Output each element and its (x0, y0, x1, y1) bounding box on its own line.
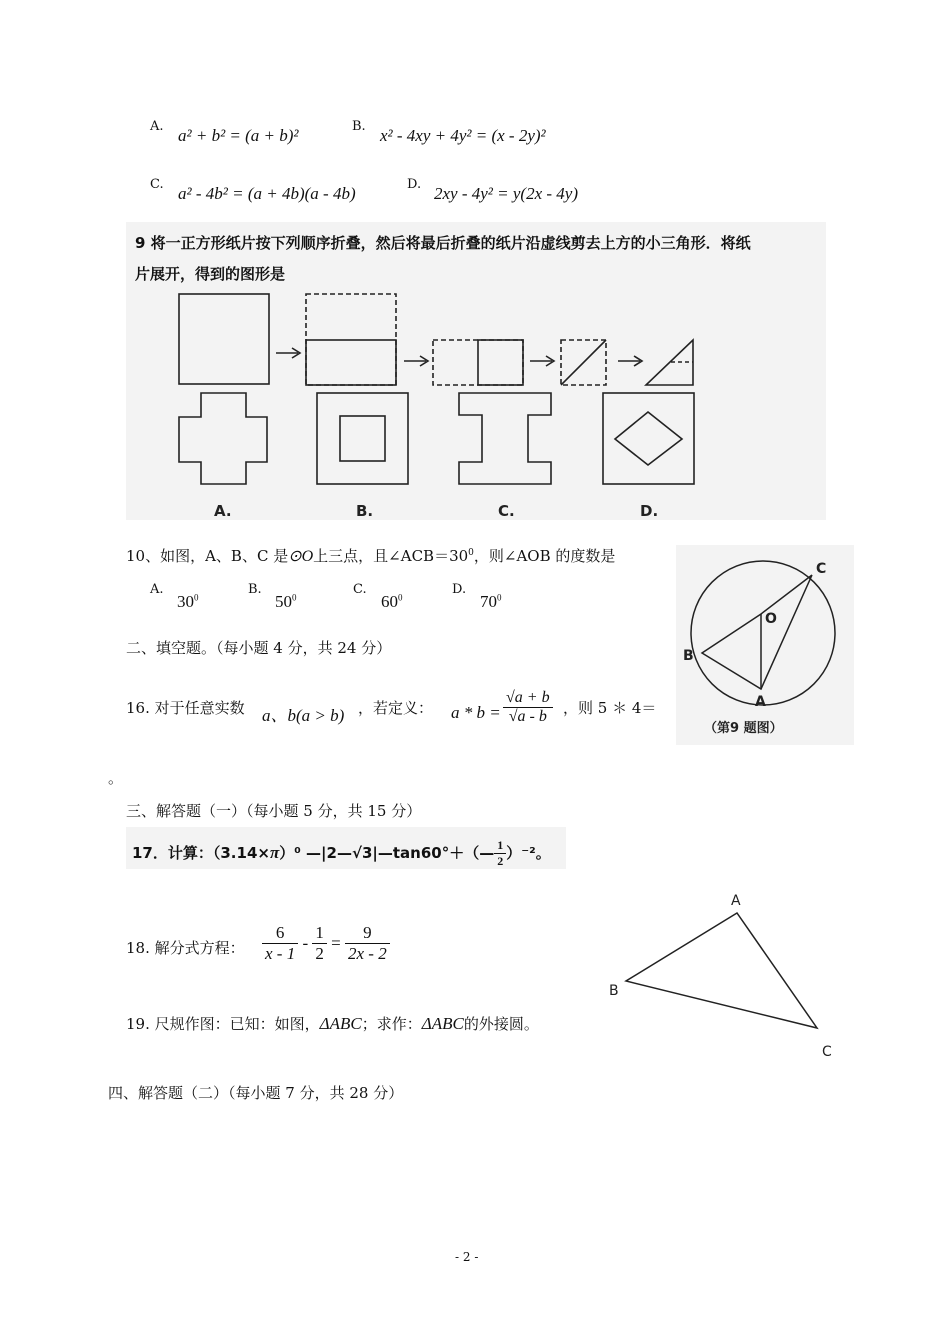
q8-option-b-label: B. (352, 119, 366, 134)
q16-vars: a、b(a > b) (262, 706, 345, 725)
q17-pi: π (269, 843, 280, 862)
q10-option-b-sup: 0 (292, 592, 297, 603)
q10-option-d-sup: 0 (497, 592, 502, 603)
q17-sqrt: √3 (351, 844, 373, 862)
q16-numerator: √a + b (503, 689, 553, 708)
q19-tail: 的外接圆。 (463, 1015, 539, 1033)
q10-stem-sup: 0 (468, 548, 474, 558)
fold-arrow-3 (530, 356, 554, 366)
q10-option-d-value (480, 592, 502, 612)
section-2-heading: 二、填空题。（每小题 4 分，共 24 分） (126, 639, 392, 657)
q16-mid: ，若定义： (358, 699, 434, 717)
q9-option-c-label: C. (498, 502, 515, 520)
fold-step1-square (179, 294, 269, 384)
q8-option-b-math: x² - 4xy + 4y² = (x - 2y)² (380, 126, 546, 145)
q10-option-c-value (381, 592, 403, 612)
q16-end: 。 (108, 769, 124, 787)
q9-option-d-label: D. (640, 502, 659, 520)
option-d-diamond (615, 412, 682, 465)
q8-option-c-label: C. (150, 177, 164, 192)
q10-option-a-value (177, 592, 199, 612)
q8-option-a-math: a² + b² = (a + b)² (178, 126, 299, 145)
q10-option-b-label: B. (248, 582, 262, 597)
fold-arrow-1 (276, 348, 300, 358)
q16-tail: ，则 5 ＊ 4＝ (563, 699, 657, 717)
section-4-heading: 四、解答题（二）（每小题 7 分，共 28 分） (108, 1084, 404, 1102)
point-o-label: O (765, 611, 777, 627)
q17-half-num: 1 (494, 838, 506, 854)
q10-stem-c: ，则∠AOB 的度数是 (473, 547, 616, 565)
q19-tri2: ΔABC (421, 1014, 464, 1033)
q18-stem: 18. 解分式方程： (126, 939, 245, 957)
q10-option-c-label: C. (353, 582, 367, 597)
q16-lhs: a * b = (451, 703, 501, 722)
q17-half-den: 2 (497, 854, 504, 868)
q10-option-a-label: A. (150, 582, 164, 597)
q10-stem-b: 上三点，且∠ACB＝30 (313, 547, 469, 565)
section-3-heading: 三、解答题（一）（每小题 5 分，共 15 分） (126, 802, 422, 820)
fold-step2-half (306, 340, 396, 385)
q10-option-d-label: D. (452, 582, 467, 597)
q18-equals: = (331, 933, 341, 953)
fold-step4-diagonal (561, 340, 606, 385)
page-number: - 2 - (455, 1250, 479, 1264)
q19-tri1: ΔABC (319, 1014, 362, 1033)
q10-stem (126, 545, 615, 566)
point-a-label: A (755, 694, 766, 710)
q8-option-c-math: a² - 4b² = (a + 4b)(a - 4b) (178, 184, 356, 203)
q16-stem: 16. 对于任意实数 (126, 699, 245, 717)
q9-option-b-label: B. (356, 502, 374, 520)
q8-option-a-label: A. (150, 119, 164, 134)
q10-option-b-value (275, 592, 297, 612)
q18-f2-num: 1 (312, 923, 327, 944)
q19-mid: ；求作： (361, 1015, 422, 1033)
triangle-abc (626, 913, 817, 1028)
q17-half (494, 838, 506, 869)
circle-chords (702, 575, 812, 689)
q19-stem (126, 1013, 539, 1034)
q10-circle-o: ⊙O (288, 548, 314, 565)
q17-expr-c: |—tan60°＋（— (372, 844, 495, 862)
point-b-label: B (683, 648, 694, 664)
q18-frac2 (312, 923, 327, 964)
q16-fraction (503, 689, 553, 726)
q9-line2: 片展开，得到的图形是 (135, 265, 286, 283)
vertex-a-label: A (731, 893, 741, 909)
q18-f3-num: 9 (345, 923, 390, 944)
q18-frac3 (345, 923, 390, 964)
q10-option-b-number: 50 (275, 592, 292, 611)
q16-frac (503, 689, 553, 726)
q19-triangle-figure (600, 885, 850, 1065)
point-c-label: C (816, 561, 827, 577)
q8-option-d-label: D. (407, 177, 422, 192)
q18-f1-num: 6 (262, 923, 298, 944)
q10-option-d-number: 70 (480, 592, 497, 611)
q8-option-d-math: 2xy - 4y² = y(2x - 4y) (434, 184, 578, 203)
q10-option-c-number: 60 (381, 592, 398, 611)
option-b-outer-square (317, 393, 408, 484)
q18-equation (262, 923, 390, 964)
vertex-c-label: C (822, 1044, 832, 1060)
q18-frac1 (262, 923, 298, 964)
q18-f1-den: x - 1 (265, 944, 296, 963)
q10-option-a-number: 30 (177, 592, 194, 611)
figure-caption: （第9 题图） (704, 721, 783, 736)
q17-expression (132, 838, 551, 869)
q19-stem-text: 19. 尺规作图：已知：如图， (126, 1015, 320, 1033)
q17-label: 17．计算： (132, 844, 213, 862)
fold-arrow-2 (404, 356, 428, 366)
q10-stem-a: 10、如图，A、B、C 是 (126, 547, 289, 565)
option-a-cross-shape (179, 393, 267, 484)
q10-option-a-sup: 0 (194, 592, 199, 603)
q17-expr-a: （3.14× (212, 844, 270, 862)
q17-expr-b: ）⁰ —|2— (279, 844, 352, 862)
q9-figure (126, 285, 826, 520)
vertex-b-label: B (609, 983, 619, 999)
fold-arrow-4 (618, 356, 642, 366)
q18-minus: - (302, 933, 309, 953)
fold-step3-square (478, 340, 523, 385)
q9-line1: 9 将一正方形纸片按下列顺序折叠，然后将最后折叠的纸片沿虚线剪去上方的小三角形．将纸 (135, 234, 751, 252)
option-c-i-shape (459, 393, 551, 484)
q18-f3-den: 2x - 2 (347, 944, 387, 963)
q17-expr-d: ）⁻²。 (506, 844, 551, 862)
option-b-inner-square (340, 416, 385, 461)
q10-circle-figure (676, 545, 854, 745)
q9-option-a-label: A. (214, 502, 232, 520)
q18-f2-den: 2 (315, 944, 324, 963)
q10-option-c-sup: 0 (398, 592, 403, 603)
q16-denominator: √a - b (508, 708, 547, 725)
